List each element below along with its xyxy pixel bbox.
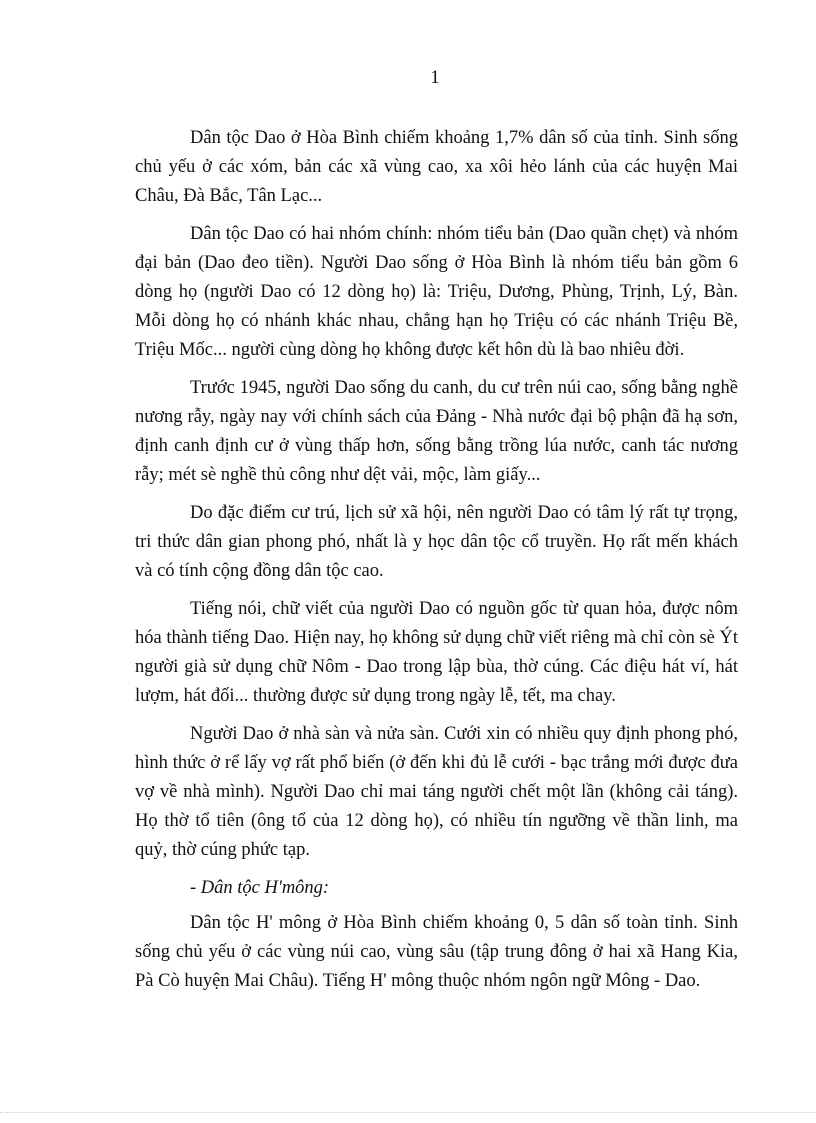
document-body xyxy=(135,124,738,1005)
page-bottom-divider xyxy=(0,1112,816,1113)
paragraph-dao-livelihood: Trước 1945, người Dao sống du canh, du cư trên núi cao, sống bằng nghề nương rẫy, ngày nay với chính sách của Đảng - Nhà nước đại bộ phận đã hạ sơn, định canh định cư ở vùng thấp hơn, sống bằng trồng lúa nước, canh tác nương rẫy; mét sè nghề thủ công như dệt vải, mộc, làm giấy... xyxy=(135,378,738,485)
paragraph-hmong-population: Dân tộc H' mông ở Hòa Bình chiếm khoảng 0, 5 dân số toàn tỉnh. Sinh sống chủ yếu ở các vùng núi cao, vùng sâu (tập trung đông ở hai xã Hang Kia, Pà Cò huyện Mai Châu). Tiếng H' mông thuộc nhóm ngôn ngữ Mông - Dao. xyxy=(135,913,738,991)
paragraph-dao-language: Tiếng nói, chữ viết của người Dao có nguồn gốc từ quan hỏa, được nôm hóa thành tiếng Dao. Hiện nay, họ không sử dụng chữ viết riêng mà chỉ còn sè Ýt người già sử dụng chữ Nôm - Dao trong lập bùa, thờ cúng. Các điệu hát ví, hát lượm, hát đối... thường được sử dụng trong ngày lễ, tết, ma chay. xyxy=(135,599,739,706)
paragraph-dao-customs: Người Dao ở nhà sàn và nửa sàn. Cưới xin có nhiều quy định phong phó, hình thức ở rể lấy vợ rất phổ biến (ở đến khi đủ lễ cưới - bạc trắng mới được đưa vợ về nhà mình). Người Dao chỉ mai táng người chết một lần (không cải táng). Họ thờ tổ tiên (ông tổ của 12 dòng họ), có nhiều tín ngưỡng về thần linh, ma quỷ, thờ cúng phức tạp. xyxy=(135,724,738,860)
page-number: 1 xyxy=(430,67,440,88)
paragraph-dao-population: Dân tộc Dao ở Hòa Bình chiếm khoảng 1,7% dân số của tỉnh. Sinh sống chủ yếu ở các xóm, bản các xã vùng cao, xa xôi hẻo lánh của các huyện Mai Châu, Đà Bắc, Tân Lạc... xyxy=(135,128,738,206)
paragraph-dao-character: Do đặc điểm cư trú, lịch sử xã hội, nên người Dao có tâm lý rất tự trọng, tri thức dân gian phong phó, nhất là y học dân tộc cổ truyền. Họ rất mến khách và có tính cộng đồng dân tộc cao. xyxy=(135,503,738,581)
paragraph-dao-groups: Dân tộc Dao có hai nhóm chính: nhóm tiểu bản (Dao quần chẹt) và nhóm đại bản (Dao đeo tiền). Người Dao sống ở Hòa Bình là nhóm tiểu bản gồm 6 dòng họ (người Dao có 12 dòng họ) là: Triệu, Dương, Phùng, Trịnh, Lý, Bàn. Mỗi dòng họ có nhánh khác nhau, chẳng hạn họ Triệu có các nhánh Triệu Bề, Triệu Mốc... người cùng dòng họ không được kết hôn dù là bao nhiêu đời. xyxy=(135,224,738,360)
section-heading-hmong: - Dân tộc H'mông: xyxy=(190,878,330,898)
